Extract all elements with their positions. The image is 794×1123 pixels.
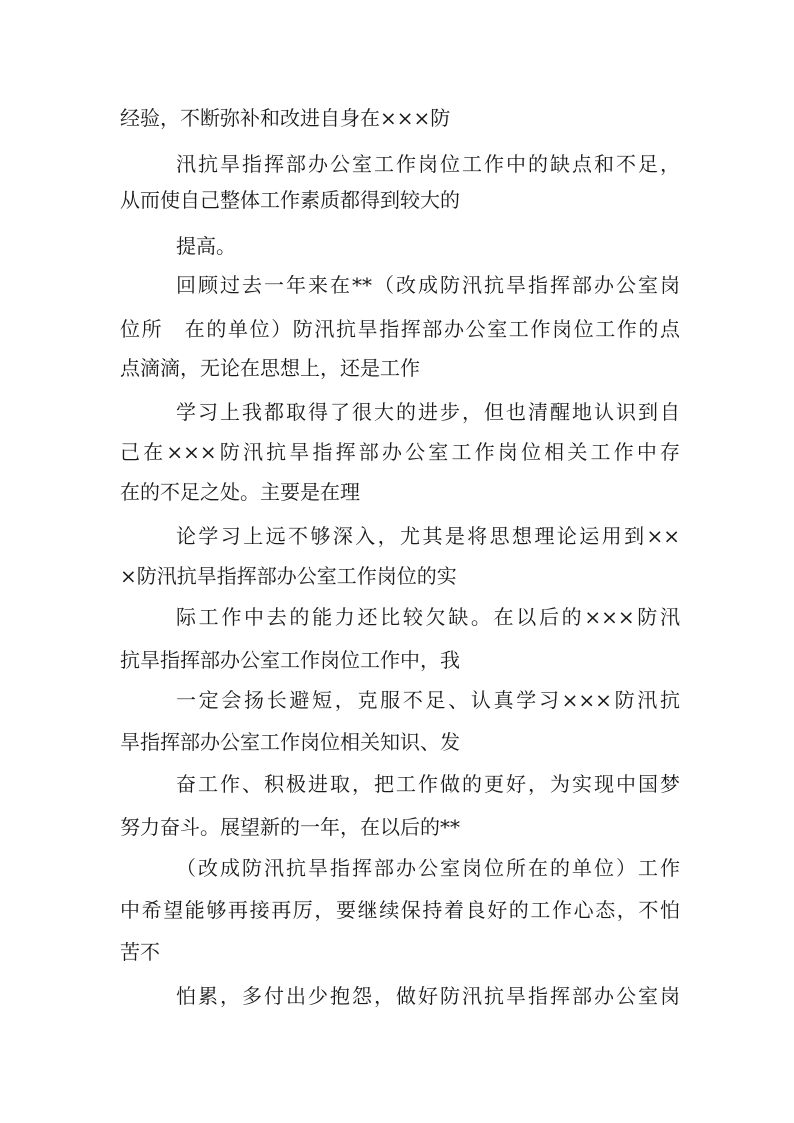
text-line: 怕累，多付出少抱怨，做好防汛抗旱指挥部办公室岗 — [176, 984, 680, 1008]
text-line: 努力奋斗。展望新的一年，在以后的** — [120, 815, 460, 839]
text-line: 己在×××防汛抗旱指挥部办公室工作岗位相关工作中存 — [120, 440, 680, 464]
text-line: 汛抗旱指挥部办公室工作岗位工作中的缺点和不足， — [176, 152, 680, 176]
text-line: 点滴滴，无论在思想上，还是工作 — [120, 356, 420, 380]
text-line: 学习上我都取得了很大的进步，但也清醒地认识到自 — [176, 400, 680, 424]
text-line: 苦不 — [120, 940, 160, 964]
text-line: （改成防汛抗旱指挥部办公室岗位所在的单位）工作 — [176, 856, 680, 880]
text-line: 抗旱指挥部办公室工作岗位工作中，我 — [120, 648, 460, 672]
text-line: 旱指挥部办公室工作岗位相关知识、发 — [120, 730, 460, 754]
text-line: 回顾过去一年来在**（改成防汛抗旱指挥部办公室岗 — [176, 273, 680, 297]
text-line: 一定会扬长避短，克服不足、认真学习×××防汛抗 — [176, 688, 680, 712]
text-line: 在的不足之处。主要是在理 — [120, 480, 360, 504]
text-line: 位所 在的单位）防汛抗旱指挥部办公室工作岗位工作的点 — [120, 317, 680, 341]
text-line: 提高。 — [176, 234, 236, 258]
text-line: 经验，不断弥补和改进自身在×××防 — [120, 106, 451, 130]
text-line: 际工作中去的能力还比较欠缺。在以后的×××防汛 — [176, 605, 680, 629]
text-line: 奋工作、积极进取，把工作做的更好，为实现中国梦 — [176, 772, 680, 796]
text-line: 论学习上远不够深入，尤其是将思想理论运用到×× — [176, 524, 680, 548]
text-line: 从而使自己整体工作素质都得到较大的 — [120, 188, 460, 212]
text-line: ×防汛抗旱指挥部办公室工作岗位的实 — [120, 564, 457, 588]
text-line: 中希望能够再接再厉，要继续保持着良好的工作心态，不怕 — [120, 898, 680, 922]
